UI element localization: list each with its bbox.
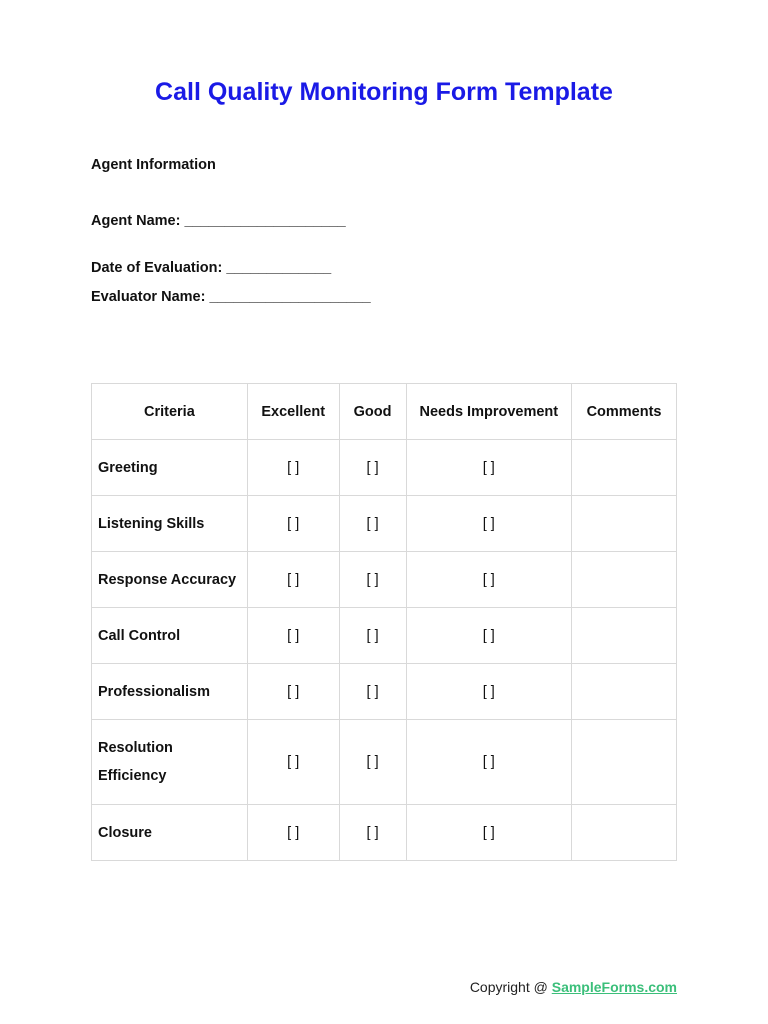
- good-checkbox[interactable]: [ ]: [339, 440, 406, 496]
- needs-improvement-checkbox[interactable]: [ ]: [406, 552, 572, 608]
- brand-link[interactable]: SampleForms.com: [551, 979, 677, 995]
- criteria-table: [91, 383, 677, 861]
- header-comments: Comments: [572, 384, 677, 440]
- needs-improvement-checkbox[interactable]: [ ]: [406, 496, 572, 552]
- header-excellent: Excellent: [247, 384, 339, 440]
- comments-cell[interactable]: [572, 664, 677, 720]
- footer-copyright: [470, 979, 677, 995]
- table-row: [92, 440, 677, 496]
- table-row: [92, 720, 677, 805]
- needs-improvement-checkbox[interactable]: [ ]: [406, 608, 572, 664]
- excellent-checkbox[interactable]: [ ]: [247, 440, 339, 496]
- good-checkbox[interactable]: [ ]: [339, 608, 406, 664]
- excellent-checkbox[interactable]: [ ]: [247, 552, 339, 608]
- excellent-checkbox[interactable]: [ ]: [247, 664, 339, 720]
- needs-improvement-checkbox[interactable]: [ ]: [406, 720, 572, 805]
- excellent-checkbox[interactable]: [ ]: [247, 608, 339, 664]
- needs-improvement-checkbox[interactable]: [ ]: [406, 805, 572, 861]
- excellent-checkbox[interactable]: [ ]: [247, 496, 339, 552]
- needs-improvement-checkbox[interactable]: [ ]: [406, 664, 572, 720]
- comments-cell[interactable]: [572, 440, 677, 496]
- comments-cell[interactable]: [572, 805, 677, 861]
- good-checkbox[interactable]: [ ]: [339, 664, 406, 720]
- good-checkbox[interactable]: [ ]: [339, 552, 406, 608]
- criterion-label: Call Control: [92, 608, 248, 664]
- excellent-checkbox[interactable]: [ ]: [247, 805, 339, 861]
- comments-cell[interactable]: [572, 496, 677, 552]
- header-needs-improvement: Needs Improvement: [406, 384, 572, 440]
- needs-improvement-checkbox[interactable]: [ ]: [406, 440, 572, 496]
- criterion-label: Closure: [92, 805, 248, 861]
- copyright-text: Copyright @: [469, 979, 552, 995]
- criterion-label: Professionalism: [92, 664, 248, 720]
- criterion-label: Listening Skills: [92, 496, 248, 552]
- page-title: Call Quality Monitoring Form Template: [155, 78, 613, 106]
- good-checkbox[interactable]: [ ]: [339, 496, 406, 552]
- table-row: [92, 552, 677, 608]
- header-criteria: Criteria: [92, 384, 248, 440]
- table-row: [92, 496, 677, 552]
- criterion-label: Response Accuracy: [92, 552, 248, 608]
- date-of-evaluation-field: Date of Evaluation: _____________: [91, 260, 332, 276]
- good-checkbox[interactable]: [ ]: [339, 805, 406, 861]
- evaluator-name-field: Evaluator Name: ____________________: [91, 289, 371, 305]
- table-row: [92, 805, 677, 861]
- agent-information-heading: Agent Information: [91, 157, 216, 173]
- table-header-row: [92, 384, 677, 440]
- comments-cell[interactable]: [572, 552, 677, 608]
- comments-cell[interactable]: [572, 720, 677, 805]
- criterion-label: Greeting: [92, 440, 248, 496]
- criterion-label: Resolution Efficiency: [92, 720, 248, 805]
- table-row: [92, 608, 677, 664]
- table-row: [92, 664, 677, 720]
- agent-name-field: Agent Name: ____________________: [91, 213, 346, 229]
- header-good: Good: [339, 384, 406, 440]
- good-checkbox[interactable]: [ ]: [339, 720, 406, 805]
- comments-cell[interactable]: [572, 608, 677, 664]
- excellent-checkbox[interactable]: [ ]: [247, 720, 339, 805]
